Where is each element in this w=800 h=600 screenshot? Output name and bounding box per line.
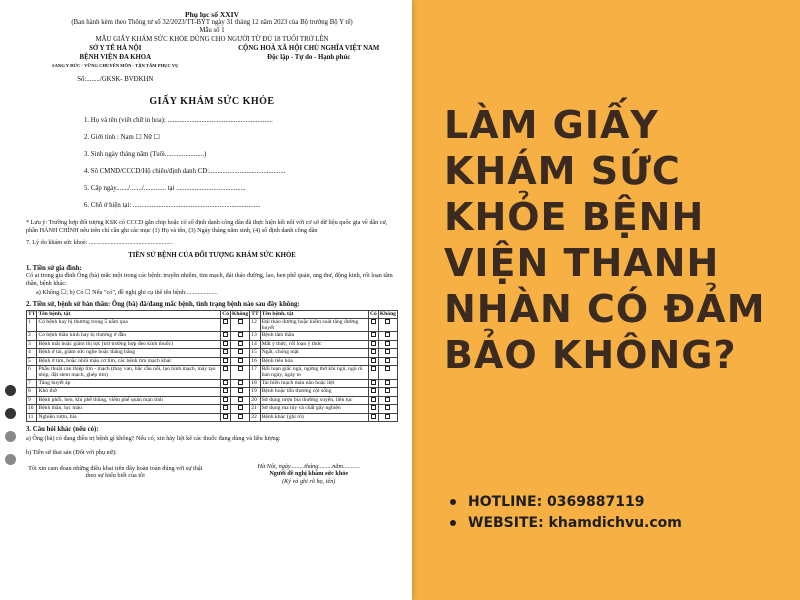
doc-title: GIẤY KHÁM SỨC KHỎE: [149, 96, 275, 108]
disease-name: Bệnh mắt hoặc giảm thị lực (trừ trường hợp đeo kính thuốc): [37, 340, 221, 348]
other-question-b: b) Tiền sử thai sản (Đối với phụ nữ):: [26, 448, 117, 456]
appendix-label: Phụ lục số XXIV: [185, 10, 239, 19]
declaration: Tôi xin cam đoan những điều khai trên đây hoàn toàn đúng với sự thật theo sự hiểu biết của tôi: [28, 464, 203, 480]
no-checkbox[interactable]: [238, 341, 243, 346]
row-number: 9: [27, 396, 37, 404]
disease-name: Bệnh hoặc tổn thương cột sống: [260, 388, 368, 396]
yes-checkbox[interactable]: [223, 332, 228, 337]
checkbox-cell: [221, 405, 231, 413]
checkbox-cell: [368, 357, 378, 365]
table-row: [27, 379, 398, 387]
checkbox-cell: [368, 332, 378, 340]
family-history-title: 1. Tiền sử gia đình:: [26, 264, 82, 272]
signature-block: [219, 463, 398, 486]
row-number: 16: [250, 357, 260, 365]
yes-checkbox[interactable]: [371, 349, 376, 354]
checkbox-cell: [368, 366, 378, 380]
row-number: 8: [27, 388, 37, 396]
country-name: CỘNG HOÀ XÃ HỘI CHỦ NGHĨA VIỆT NAM: [238, 45, 380, 53]
signer-title: Người đề nghị khám sức khỏe: [269, 470, 349, 478]
row-number: 4: [27, 349, 37, 357]
th-yes-2: Có: [369, 311, 377, 318]
yes-checkbox[interactable]: [371, 414, 376, 419]
checkbox-cell: [368, 405, 378, 413]
form-number: Mẫu số 1: [199, 27, 225, 35]
yes-checkbox[interactable]: [371, 319, 376, 324]
row-number: 22: [250, 413, 260, 421]
hotline-text: HOTLINE: 0369887119: [468, 494, 645, 510]
table-row: [27, 396, 398, 404]
field-address: 6. Chỗ ở hiện tại: ...........................................................................: [84, 202, 261, 210]
checkbox-cell: [221, 318, 231, 332]
no-checkbox[interactable]: [385, 332, 390, 337]
checkbox-cell: [368, 349, 378, 357]
binder-hole: [5, 454, 16, 465]
note-text: * Lưu ý: Trường hợp đối tượng KSK có CCCD gắn chip hoặc có số định danh công dân đã thực hiện kết nối với cơ sở dữ liệu quốc gia về dân cư, phần HÀNH CHÍNH nêu trên chỉ cần ghi các mục (1) Họ và tên, (3) Ngày tháng năm sinh, (4) số định danh công dân: [26, 219, 388, 234]
disease-name: Rối loạn giấc ngủ, ngừng thở khi ngủ, ngủ rũ ban ngày, ngáy to: [260, 366, 368, 380]
yes-checkbox[interactable]: [223, 414, 228, 419]
right-header: [219, 45, 398, 84]
binder-hole: [5, 408, 16, 419]
other-questions-title: 3. Câu hỏi khác (nếu có):: [26, 425, 99, 433]
no-checkbox[interactable]: [385, 358, 390, 363]
dept-name: SỞ Y TẾ HÀ NỘI: [89, 45, 142, 53]
checkbox-cell: [231, 379, 250, 387]
th-no-1: Không: [232, 311, 249, 318]
yes-checkbox[interactable]: [223, 366, 228, 371]
row-number: 12: [250, 318, 260, 332]
checkbox-cell: [378, 318, 397, 332]
th-no-2: Không: [379, 311, 396, 318]
checkbox-cell: [231, 413, 250, 421]
disease-name: Tai biến mạch máu não hoặc liệt: [260, 379, 368, 387]
disease-name: Bệnh thận, lọc máu: [37, 405, 221, 413]
no-checkbox[interactable]: [385, 349, 390, 354]
row-number: 10: [27, 405, 37, 413]
disease-name: Đái tháo đường hoặc kiểm soát tăng đường huyết: [260, 318, 368, 332]
left-header: [26, 45, 205, 84]
checkbox-cell: [231, 318, 250, 332]
th-tt-1: TT: [28, 311, 36, 318]
table-row: [27, 388, 398, 396]
no-checkbox[interactable]: [385, 397, 390, 402]
binder-marks: [5, 385, 17, 477]
table-row: [27, 366, 398, 380]
table-row: [27, 413, 398, 421]
disease-name: Có bệnh hay bị thương trong 5 năm qua: [37, 318, 221, 332]
checkbox-cell: [368, 396, 378, 404]
checkbox-cell: [231, 357, 250, 365]
no-checkbox[interactable]: [238, 366, 243, 371]
no-checkbox[interactable]: [238, 405, 243, 410]
disease-name: Bệnh tiêu hóa: [260, 357, 368, 365]
issued-text: (Ban hành kèm theo Thông tư số 32/2023/TT-BYT ngày 31 tháng 12 năm 2023 của Bộ trưởng Bộ Y tế): [71, 19, 353, 26]
medical-history-table: [26, 310, 398, 422]
checkbox-cell: [231, 349, 250, 357]
row-number: 5: [27, 357, 37, 365]
sign-note: (Ký và ghi rõ họ, tên): [282, 477, 336, 485]
no-checkbox[interactable]: [385, 405, 390, 410]
yes-checkbox[interactable]: [371, 380, 376, 385]
no-checkbox[interactable]: [385, 388, 390, 393]
checkbox-cell: [368, 318, 378, 332]
checkbox-cell: [368, 379, 378, 387]
checkbox-cell: [378, 413, 397, 421]
no-checkbox[interactable]: [238, 319, 243, 324]
disease-name: Bệnh ở tai, giảm sức nghe hoặc thăng bằng: [37, 349, 221, 357]
row-number: 19: [250, 388, 260, 396]
checkbox-cell: [231, 340, 250, 348]
disease-name: Bệnh phổi, hen, khí phế thũng, viêm phế quản mạn tính: [37, 396, 221, 404]
field-name: 1. Họ và tên (viết chữ in hoa): ..............................................................: [84, 117, 273, 125]
promo-panel: [420, 0, 800, 600]
checkbox-cell: [378, 388, 397, 396]
field-reason: 7. Lý do khám sức khoẻ: ......................................................: [26, 238, 173, 246]
row-number: 14: [250, 340, 260, 348]
row-number: 11: [27, 413, 37, 421]
website-link[interactable]: WEBSITE: khamdichvu.com: [468, 515, 682, 531]
checkbox-cell: [378, 357, 397, 365]
family-history-options: a) Không ☐; b) Có ☐ Nếu "có", đề nghị ghi cụ thể tên bệnh:....................: [36, 289, 218, 297]
no-checkbox[interactable]: [385, 366, 390, 371]
checkbox-cell: [231, 396, 250, 404]
checkbox-cell: [221, 349, 231, 357]
row-number: 2: [27, 332, 37, 340]
yes-checkbox[interactable]: [223, 388, 228, 393]
disease-name: Sử dụng ma túy và chất gây nghiện: [260, 405, 368, 413]
binder-hole: [5, 431, 16, 442]
contact-list: [450, 494, 682, 536]
checkbox-cell: [221, 340, 231, 348]
yes-checkbox[interactable]: [223, 349, 228, 354]
checkbox-cell: [231, 388, 250, 396]
checkbox-cell: [221, 396, 231, 404]
checkbox-cell: [221, 332, 231, 340]
checkbox-cell: [221, 357, 231, 365]
hotline-item: [450, 494, 682, 510]
family-history-text: Có ai trong gia đình Ông (bà) mắc một trong các bệnh: truyền nhiễm, tim mạch, đái tháo đường, lao, hen phế quản, ung thư, động kinh, rối loạn tâm thần, bệnh khác:: [26, 271, 393, 287]
checkbox-cell: [368, 340, 378, 348]
checkbox-cell: [231, 332, 250, 340]
yes-checkbox[interactable]: [223, 358, 228, 363]
table-row: [27, 340, 398, 348]
checkbox-cell: [378, 396, 397, 404]
row-number: 17: [250, 366, 260, 380]
other-question-a: a) Ông (bà) có đang điều trị bệnh gì không? Nếu có, xin hãy liệt kê các thuốc đang dùng và liều lượng:: [26, 434, 281, 442]
disease-name: Bệnh khác (ghi rõ): [260, 413, 368, 421]
checkbox-cell: [231, 405, 250, 413]
table-row: [27, 405, 398, 413]
doc-number: Số:......../GKSK- BVĐKHN: [77, 75, 154, 83]
no-checkbox[interactable]: [238, 358, 243, 363]
field-birthdate: 3. Sinh ngày tháng năm (Tuổi.......................): [84, 151, 207, 159]
yes-checkbox[interactable]: [223, 380, 228, 385]
row-number: 18: [250, 379, 260, 387]
th-tt-2: TT: [251, 311, 259, 318]
form-name: MẪU GIẤY KHÁM SỨC KHỎE DÙNG CHO NGƯỜI TỪ ĐỦ 18 TUỔI TRỞ LÊN: [95, 35, 329, 43]
no-checkbox[interactable]: [238, 380, 243, 385]
disease-name: Có bệnh thần kinh hay bị thương ở đầu: [37, 332, 221, 340]
checkbox-cell: [221, 413, 231, 421]
hospital-slogan: SANG Y ĐỨC - VỮNG CHUYÊN MÔN - TẬN TÂM PHỤC VỤ: [52, 63, 179, 69]
checkbox-cell: [221, 379, 231, 387]
no-checkbox[interactable]: [385, 380, 390, 385]
checkbox-cell: [378, 349, 397, 357]
yes-checkbox[interactable]: [223, 405, 228, 410]
binder-hole: [5, 385, 16, 396]
disease-name: Khó thở: [37, 388, 221, 396]
checkbox-cell: [231, 366, 250, 380]
bullet-icon: [450, 520, 456, 526]
checkbox-cell: [378, 340, 397, 348]
checkbox-cell: [378, 379, 397, 387]
checkbox-cell: [368, 388, 378, 396]
disease-name: Mất ý thức, rối loạn ý thức: [260, 340, 368, 348]
headline: LÀM GIẤY KHÁM SỨC KHỎE BỆNH VIỆN THANH NHÀN CÓ ĐẢM BẢO KHÔNG?: [444, 103, 766, 377]
checkbox-cell: [221, 388, 231, 396]
th-disease-2: Tên bệnh, tật: [260, 311, 368, 318]
no-checkbox[interactable]: [385, 319, 390, 324]
table-row: [27, 349, 398, 357]
disease-name: Nghiện rượu, bia: [37, 413, 221, 421]
country-motto: Độc lập - Tự do - Hạnh phúc: [267, 53, 351, 61]
row-number: 1: [27, 318, 37, 332]
table-row: [27, 318, 398, 332]
row-number: 15: [250, 349, 260, 357]
checkbox-cell: [378, 405, 397, 413]
disease-name: Ngất, chóng mặt: [260, 349, 368, 357]
website-item[interactable]: [450, 515, 682, 531]
yes-checkbox[interactable]: [223, 397, 228, 402]
disease-name: Phẫu thuật can thiệp tim - mạch (thay van, bắc cầu nối, tạo hình mạch, máy tạo nhịp, đặt stent mạch, ghép tim): [37, 366, 221, 380]
checkbox-cell: [378, 332, 397, 340]
checkbox-cell: [221, 366, 231, 380]
th-disease-1: Tên bệnh, tật: [37, 311, 221, 318]
yes-checkbox[interactable]: [371, 397, 376, 402]
yes-checkbox[interactable]: [371, 366, 376, 371]
disease-name: Bệnh tâm thần: [260, 332, 368, 340]
self-history-title: 2. Tiền sử, bệnh sử bản thân: Ông (bà) đã/đang mắc bệnh, tình trạng bệnh nào sau đây không:: [26, 301, 300, 309]
yes-checkbox[interactable]: [371, 405, 376, 410]
no-checkbox[interactable]: [238, 414, 243, 419]
disease-name: Sử dụng rượu bia thường xuyên, liên tục: [260, 396, 368, 404]
no-checkbox[interactable]: [238, 332, 243, 337]
yes-checkbox[interactable]: [371, 388, 376, 393]
row-number: 21: [250, 405, 260, 413]
bullet-icon: [450, 499, 456, 505]
no-checkbox[interactable]: [385, 414, 390, 419]
row-number: 20: [250, 396, 260, 404]
checkbox-cell: [368, 413, 378, 421]
row-number: 3: [27, 340, 37, 348]
yes-checkbox[interactable]: [371, 332, 376, 337]
field-id: 4. Số CMND/CCCD/Hộ chiếu/định danh CD:.............................................: [84, 168, 286, 176]
yes-checkbox[interactable]: [371, 358, 376, 363]
place-date: Hà Nội, ngày.........tháng.........năm...........: [257, 462, 360, 470]
yes-checkbox[interactable]: [371, 341, 376, 346]
yes-checkbox[interactable]: [223, 341, 228, 346]
hospital-name: BỆNH VIỆN ĐA KHOA: [79, 53, 151, 61]
no-checkbox[interactable]: [238, 388, 243, 393]
row-number: 6: [27, 366, 37, 380]
row-number: 7: [27, 379, 37, 387]
no-checkbox[interactable]: [238, 397, 243, 402]
field-issue-date: 5. Cấp ngày......./......./............. tại .........................................: [84, 185, 246, 193]
disease-name: Tăng huyết áp: [37, 379, 221, 387]
no-checkbox[interactable]: [385, 341, 390, 346]
history-title: TIỀN SỬ BỆNH CỦA ĐỐI TƯỢNG KHÁM SỨC KHỎE: [128, 252, 296, 260]
checkbox-cell: [378, 366, 397, 380]
table-row: [27, 332, 398, 340]
table-row: [27, 357, 398, 365]
yes-checkbox[interactable]: [223, 319, 228, 324]
row-number: 13: [250, 332, 260, 340]
no-checkbox[interactable]: [238, 349, 243, 354]
disease-name: Bệnh ở tim, hoặc nhồi máu cơ tim, các bệnh tim mạch khác: [37, 357, 221, 365]
th-yes-1: Có: [222, 311, 230, 318]
field-gender: 2. Giới tính : Nam ☐ Nữ ☐: [84, 134, 160, 142]
